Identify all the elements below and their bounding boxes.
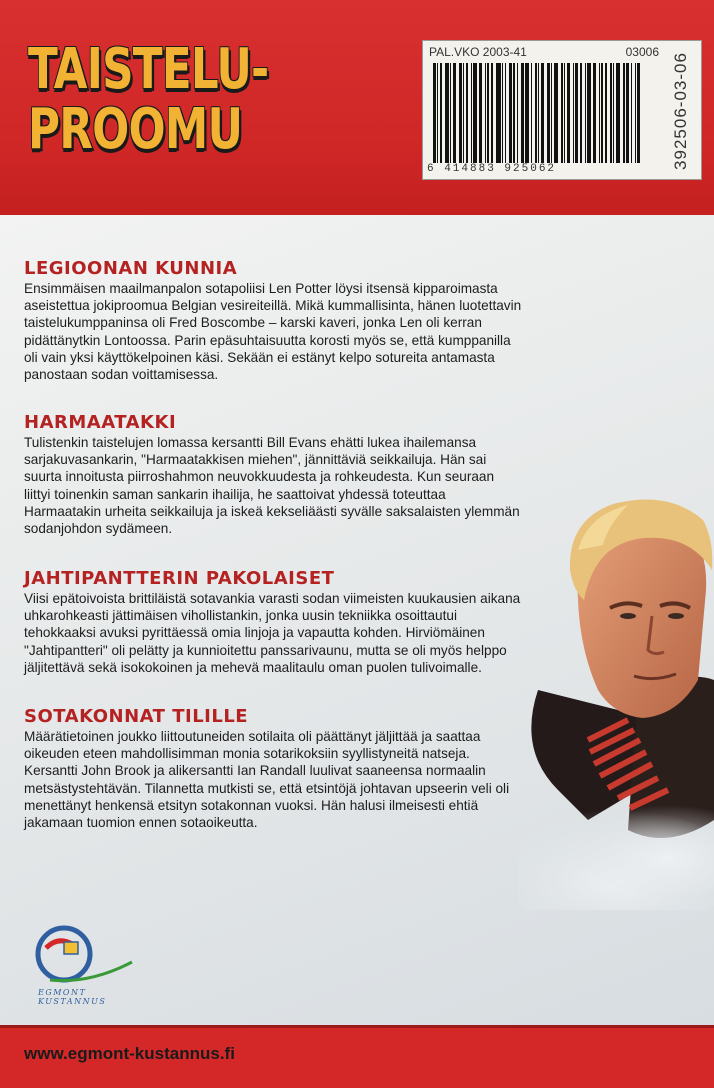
barcode-bar <box>635 63 636 163</box>
barcode-bar <box>601 63 602 163</box>
barcode-bar <box>538 63 539 163</box>
barcode-bar <box>541 63 544 163</box>
barcode-bar <box>463 63 464 163</box>
barcode-bar <box>525 63 529 163</box>
barcode-bar <box>521 63 524 163</box>
story-title: JAHTIPANTTERIN PAKOLAISET <box>24 568 335 589</box>
barcode-bar <box>440 63 441 163</box>
barcode-bar <box>637 63 640 163</box>
barcode-bar <box>610 63 611 163</box>
barcode-bar <box>599 63 600 163</box>
barcode-bar <box>450 63 451 163</box>
barcode-bar <box>605 63 608 163</box>
story-text: Määrätietoinen joukko liittoutuneiden sotilaita oli päättänyt jäljittää ja saattaa oikeuden eteen mahdollisimman monia sotarikoksiin syyllistyneitä natseja. Kersantti John Brook ja alikersantti Ian Randall luulivat saaneensa normaalin metsästystehtävän. Tilannetta mutkisti se, että etsintöjä johtavan upseerin veli oli menettänyt henkensä etsityn sotakonnan vuoksi. Hän halusi ilmeisesti ehtiä jakamaan tuomion ennen sotaoikeutta. <box>24 729 510 831</box>
barcode-side-code <box>663 47 699 175</box>
barcode-bar <box>593 63 596 163</box>
barcode-bar <box>616 63 620 163</box>
soldier-portrait-illustration <box>518 490 714 910</box>
barcode-box <box>422 40 702 180</box>
publisher-website-link[interactable]: www.egmont-kustannus.fi <box>24 1044 235 1063</box>
barcode-bar <box>623 63 624 163</box>
story-title: LEGIOONAN KUNNIA <box>24 258 238 279</box>
story-title: HARMAATAKKI <box>24 412 177 433</box>
publisher-name <box>38 988 138 1006</box>
story-text: Viisi epätoivoista brittiläistä sotavankia varasti sodan viimeisten kuukausien aikana uhkarohkeasti jättimäisen vihollistankin, jonka uusin tekniikka osoittautui tehokkaaksi avuksi pyrittäessä omia linjoja ja vapautta kohden. Hirviömäinen "Jahtipantteri" oli pelätty ja kunnioitettu panssarivaunu, mutta se oli myös helppo jäljitettävä sekä isokokoinen ja mehevä maalitaulu oman puolen tulivoimalle. <box>24 591 521 675</box>
barcode-bar <box>561 63 562 163</box>
story-sotakonnat-tilille <box>24 706 524 831</box>
barcode-bar <box>466 63 467 163</box>
barcode-bar <box>502 63 503 163</box>
barcode-bar <box>453 63 456 163</box>
barcode-bar <box>491 63 494 163</box>
barcode-bar <box>585 63 586 163</box>
barcode-bar <box>471 63 472 163</box>
publisher-name-line-1: EGMONT <box>38 988 87 997</box>
story-text: Tulistenkin taistelujen lomassa kersantti Bill Evans ehätti lukea ihailemansa sarjakuvasankarin, "Harmaatakkisen miehen", jännittäviä seikkailuja. Hän sai suurta innoitusta piirroshahmon neuvokkuudesta ja rohkeudesta. Kun seuraan liittyi toinenkin saman sankarin ihailija, he saattoivat yhdessä toteuttaa Harmaatakin urheita seikkailuja ja iskeä kekseliäästi syvälle saksalaisten ylemmän sodanjohdon sydämeen. <box>24 435 520 537</box>
story-text: Ensimmäisen maailmanpalon sotapoliisi Len Potter löysi itsensä kipparoimasta aseistettua jokiproomua Belgian vesireiteillä. Mikä kummallisinta, hänen luotettavin taistelukumppaninsa oli Fred Boscombe – karski kaveri, jonka Len oli kerran pidättänytkin Lontoossa. Parin epäsuhtaisuutta korosti myös se, että kumppanilla oli vain yksi käyttökelpoinen käsi. Sekään ei estänyt kelpo sotureita antamasta panostaan sodan voittamisessa. <box>24 281 522 383</box>
barcode-bar <box>509 63 512 163</box>
barcode-bar <box>626 63 629 163</box>
barcode-bar <box>505 63 506 163</box>
barcode-week-label: PAL.VKO 2003-41 <box>429 45 527 59</box>
barcode-issue-code: 03006 <box>625 45 659 59</box>
barcode-bar <box>573 63 574 163</box>
barcode-bar <box>535 63 536 163</box>
story-legioonan-kunnia <box>24 258 524 383</box>
story-title: SOTAKONNAT TILILLE <box>24 706 249 727</box>
barcode-bar <box>531 63 532 163</box>
barcode-bar <box>551 63 552 163</box>
barcode-bar <box>631 63 632 163</box>
barcode-bar <box>496 63 500 163</box>
publisher-name-line-2: KUSTANNUS <box>38 997 107 1006</box>
barcode-bar <box>487 63 488 163</box>
barcode-bar <box>580 63 581 163</box>
barcode-bar <box>613 63 614 163</box>
barcode-bar <box>587 63 591 163</box>
story-jahtipantterin-pakolaiset <box>24 568 524 676</box>
barcode-bar <box>513 63 514 163</box>
barcode-bars <box>433 63 661 163</box>
barcode-side-text: 392506-03-06 <box>671 52 690 170</box>
barcode-bar <box>445 63 449 163</box>
barcode-bar <box>473 63 477 163</box>
barcode-bar <box>547 63 550 163</box>
barcode-bar <box>459 63 462 163</box>
barcode-bar <box>575 63 578 163</box>
barcode-header <box>429 45 659 59</box>
barcode-digits: 6 414883 925062 <box>427 163 557 175</box>
story-harmaatakki <box>24 412 524 537</box>
barcode-bar <box>554 63 558 163</box>
barcode-bar <box>567 63 570 163</box>
series-logo <box>28 37 269 162</box>
barcode-bar <box>479 63 482 163</box>
barcode-bar <box>433 63 436 163</box>
barcode-bar <box>564 63 565 163</box>
barcode-bar <box>517 63 518 163</box>
barcode-bar <box>437 63 438 163</box>
logo-line-1: TAISTELU- <box>28 37 269 102</box>
barcode-bar <box>485 63 486 163</box>
logo-line-2: PROOMU <box>28 97 243 162</box>
